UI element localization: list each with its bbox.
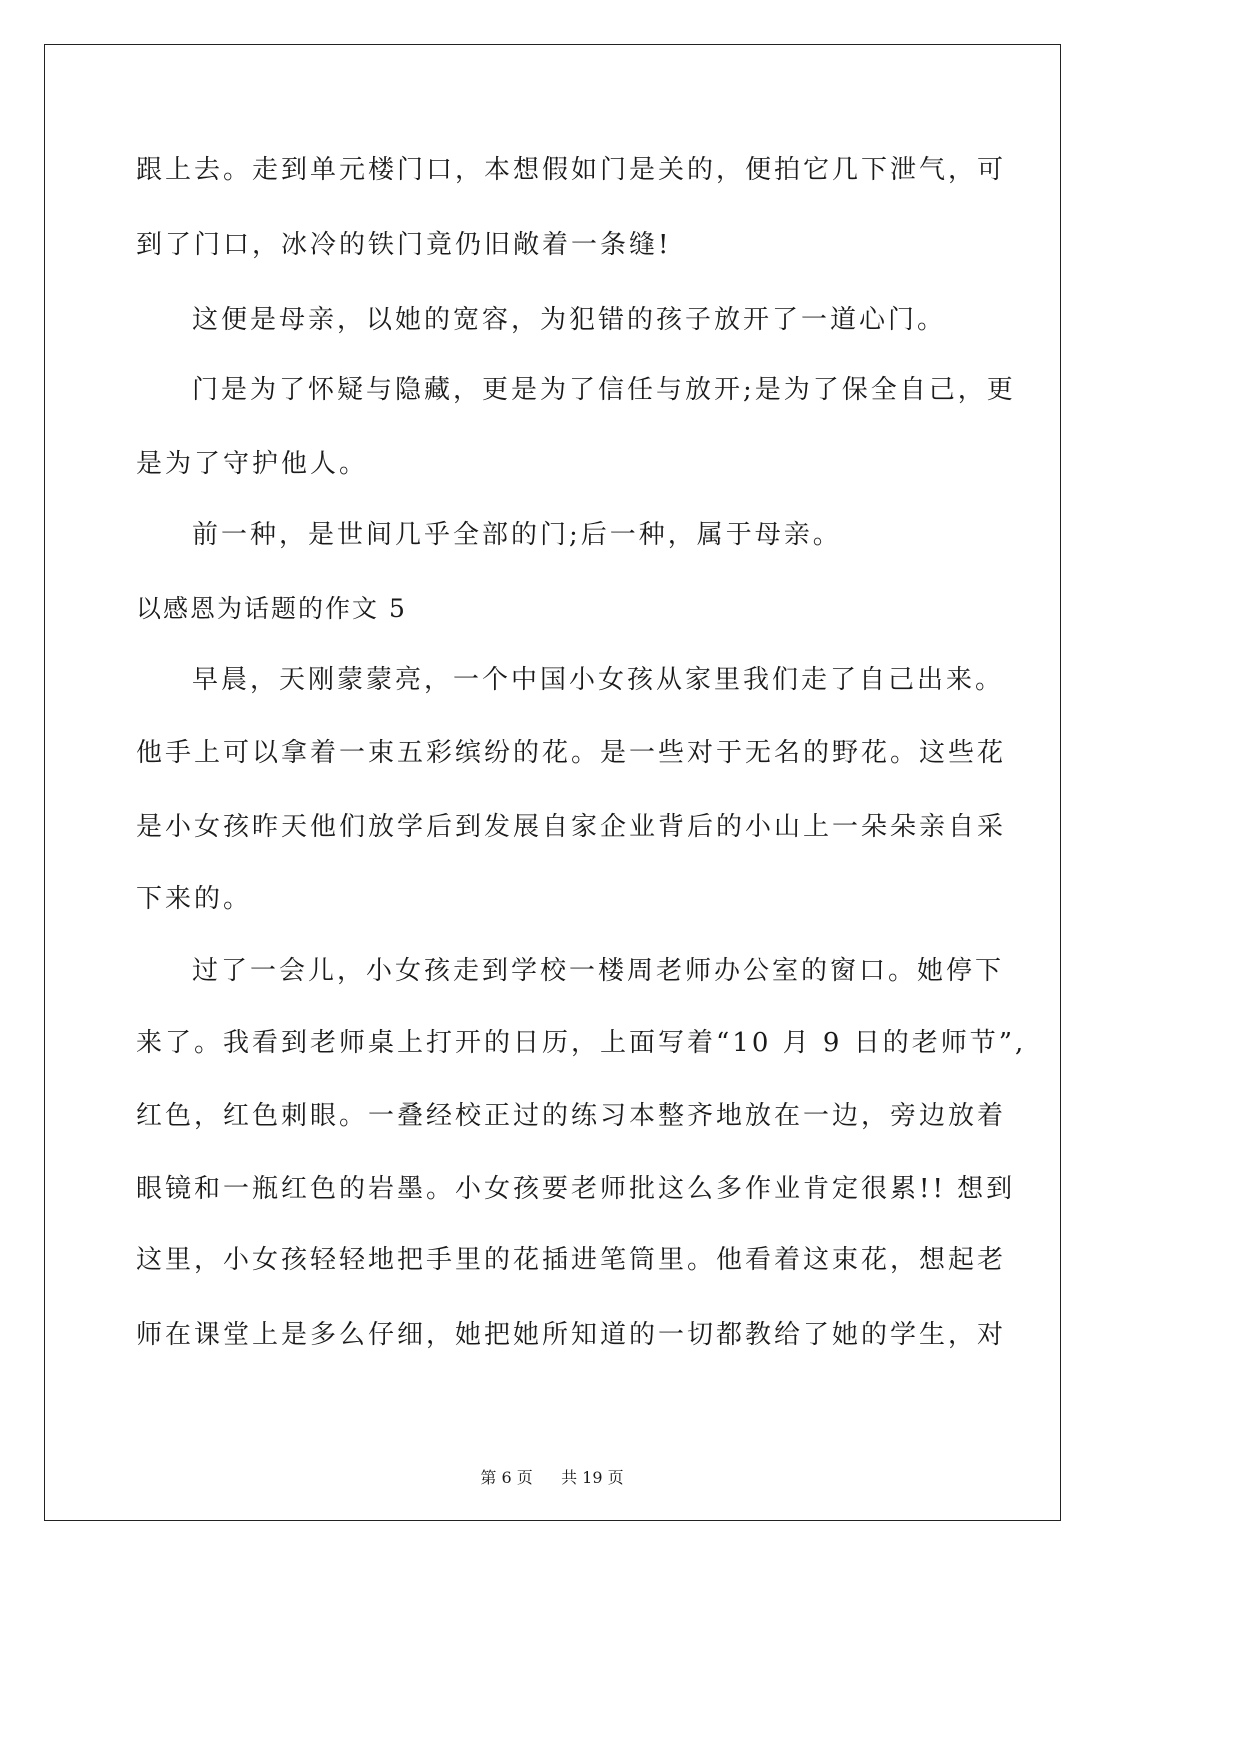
page-footer bbox=[0, 1468, 1104, 1488]
paragraph-line: 前一种，是世间几乎全部的门;后一种，属于母亲。 bbox=[192, 520, 842, 550]
paragraph-line: 下来的。 bbox=[136, 884, 253, 914]
paragraph-line: 早晨，天刚蒙蒙亮，一个中国小女孩从家里我们走了自己出来。 bbox=[192, 665, 1005, 695]
paragraph-line: 他手上可以拿着一束五彩缤纷的花。是一些对于无名的野花。这些花 bbox=[136, 738, 1007, 768]
paragraph-line: 到了门口，冰冷的铁门竟仍旧敞着一条缝! bbox=[136, 230, 672, 260]
paragraph-line: 是为了守护他人。 bbox=[136, 449, 369, 479]
paragraph-line: 红色，红色刺眼。一叠经校正过的练习本整齐地放在一边，旁边放着 bbox=[136, 1101, 1007, 1131]
paragraph-line: 来了。我看到老师桌上打开的日历，上面写着“10 月 9 日的老师节”, bbox=[136, 1028, 1027, 1058]
paragraph-line: 眼镜和一瓶红色的岩墨。小女孩要老师批这么多作业肯定很累!! 想到 bbox=[136, 1174, 1016, 1204]
page-number: 第 6 页 bbox=[480, 1468, 533, 1487]
paragraph-line: 这便是母亲，以她的宽容，为犯错的孩子放开了一道心门。 bbox=[192, 305, 947, 335]
paragraph-line: 门是为了怀疑与隐藏，更是为了信任与放开;是为了保全自己，更 bbox=[192, 375, 1016, 405]
page-border bbox=[44, 44, 1061, 1521]
paragraph-line: 跟上去。走到单元楼门口，本想假如门是关的，便拍它几下泄气，可 bbox=[136, 155, 1007, 185]
paragraph-line: 师在课堂上是多么仔细，她把她所知道的一切都教给了她的学生，对 bbox=[136, 1320, 1007, 1350]
paragraph-line: 是小女孩昨天他们放学后到发展自家企业背后的小山上一朵朵亲自采 bbox=[136, 812, 1007, 842]
total-pages: 共 19 页 bbox=[561, 1468, 624, 1487]
paragraph-line: 过了一会儿，小女孩走到学校一楼周老师办公室的窗口。她停下 bbox=[192, 956, 1005, 986]
section-heading: 以感恩为话题的作文 5 bbox=[136, 594, 407, 623]
paragraph-line: 这里，小女孩轻轻地把手里的花插进笔筒里。他看着这束花，想起老 bbox=[136, 1245, 1007, 1275]
